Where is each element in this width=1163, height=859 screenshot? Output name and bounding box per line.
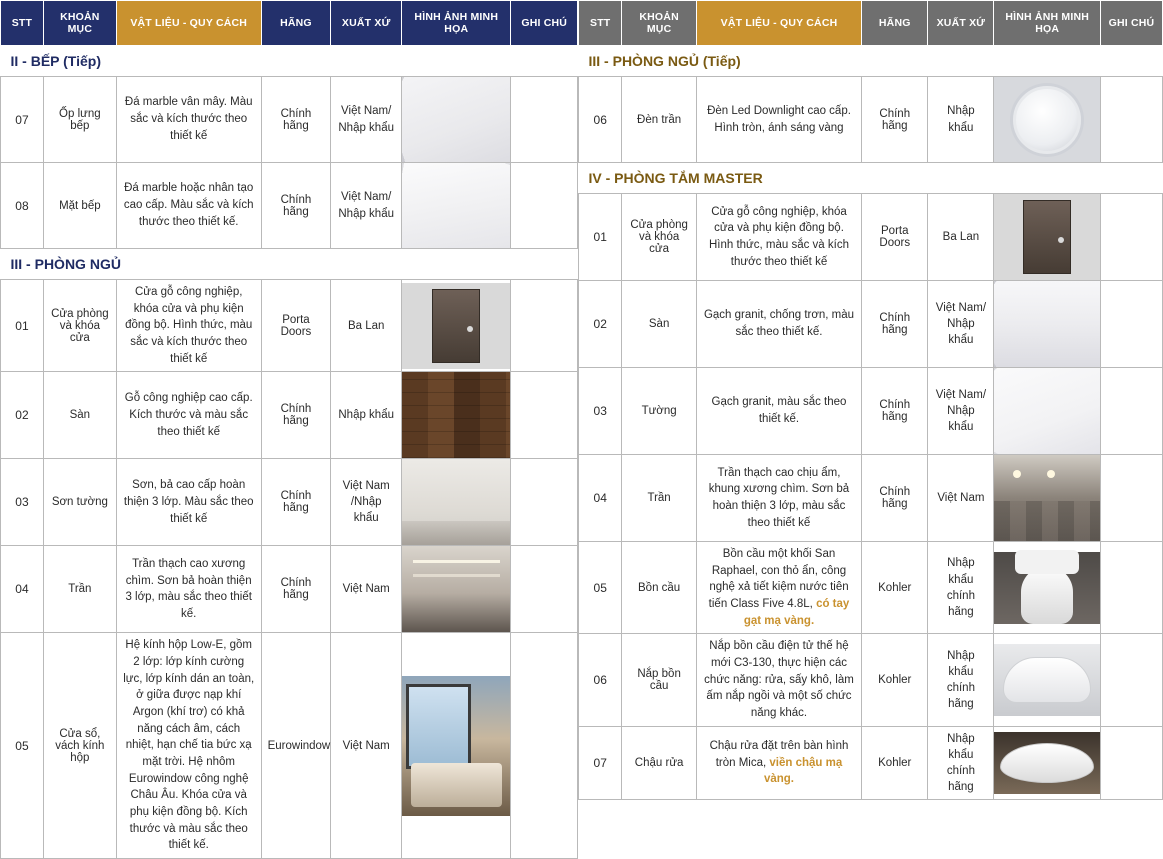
row-spec: Gạch granit, chống trơn, màu sắc theo thiết kế. [696, 281, 861, 368]
right-table-header-row [579, 1, 1163, 46]
row-stt: 01 [1, 280, 44, 372]
table-row [579, 194, 1163, 281]
row-image [402, 77, 511, 163]
row-note [1100, 281, 1162, 368]
row-item: Cửa sổ, vách kính hộp [43, 633, 116, 859]
row-brand: Eurowindow [261, 633, 331, 859]
row-item: Bồn cầu [622, 542, 696, 634]
section-title-row [1, 46, 578, 77]
table-row [579, 281, 1163, 368]
header-item: KHOẢN MỤC [622, 1, 696, 46]
row-note [511, 163, 578, 249]
header-material: VẬT LIỆU - QUY CÁCH [696, 1, 861, 46]
row-spec: Nắp bồn cầu điện tử thế hệ mới C3-130, thực hiện các chức năng: rửa, sấy khô, làm ấm nắp ngồi và một số chức năng khác. [696, 634, 861, 726]
section-title-row [579, 46, 1163, 77]
row-note [511, 372, 578, 459]
row-spec-text: Bồn cầu một khối San Raphael, con thỏ ẩn, công nghệ xả tiết kiệm nước tiên tiến Class Five 4.8L, [708, 548, 849, 611]
row-note [1100, 368, 1162, 455]
row-spec: Cửa gỗ công nghiệp, khóa cửa và phụ kiện đồng bộ. Hình thức, màu sắc và kích thước theo thiết kế [116, 280, 261, 372]
bedroom-window-image [402, 676, 510, 816]
row-note [511, 633, 578, 859]
row-note [511, 280, 578, 372]
row-note [1100, 455, 1162, 542]
granite-wall-image [994, 368, 1099, 454]
row-image [402, 280, 511, 372]
toilet-seat-image [994, 644, 1099, 716]
row-origin: Việt Nam [331, 546, 402, 633]
row-item: Cửa phòng và khóa cửa [43, 280, 116, 372]
row-origin: Việt Nam /Nhập khẩu [331, 459, 402, 546]
header-stt: STT [1, 1, 44, 46]
section-title-row [1, 249, 578, 280]
row-brand: Chính hãng [261, 163, 331, 249]
row-item: Chậu rửa [622, 726, 696, 799]
left-spec-table [0, 0, 578, 859]
row-stt: 01 [579, 194, 622, 281]
row-image [994, 726, 1100, 799]
row-origin: Việt Nam/ Nhập khẩu [331, 163, 402, 249]
header-note: GHI CHÚ [511, 1, 578, 46]
washbasin-image [994, 732, 1099, 794]
wall-paint-image [402, 459, 510, 545]
row-origin: Nhập khẩu [331, 372, 402, 459]
row-origin: Nhập khẩu chính hãng [928, 726, 994, 799]
row-image [402, 633, 511, 859]
row-note [1100, 542, 1162, 634]
row-brand: Chính hãng [261, 459, 331, 546]
row-brand: Kohler [862, 542, 928, 634]
granite-floor-image [994, 281, 1099, 367]
row-origin: Nhập khẩu [928, 77, 994, 163]
row-image [994, 368, 1100, 455]
row-item: Nắp bồn cầu [622, 634, 696, 726]
row-spec: Đá marble hoặc nhân tạo cao cấp. Màu sắc và kích thước theo thiết kế. [116, 163, 261, 249]
row-spec-highlight: viền chậu mạ vàng. [763, 756, 843, 786]
table-row [1, 372, 578, 459]
table-row [579, 634, 1163, 726]
row-spec-highlight: có tay gạt mạ vàng. [743, 598, 850, 627]
wood-door-image [402, 283, 510, 369]
right-spec-table [578, 0, 1163, 800]
row-stt: 04 [579, 455, 622, 542]
row-origin: Nhập khẩu chính hãng [928, 634, 994, 726]
section-title-bedroom: III - PHÒNG NGỦ [1, 249, 578, 280]
header-stt: STT [579, 1, 622, 46]
row-image [994, 281, 1100, 368]
header-image: HÌNH ẢNH MINH HỌA [402, 1, 511, 46]
row-spec: Trần thạch cao chịu ẩm, khung xương chìm. Sơn bả hoàn thiện 3 lớp, màu sắc theo thiết kế [696, 455, 861, 542]
row-brand: Chính hãng [862, 281, 928, 368]
row-brand: Chính hãng [261, 77, 331, 163]
row-brand: Porta Doors [862, 194, 928, 281]
table-row [1, 280, 578, 372]
row-brand: Chính hãng [862, 455, 928, 542]
row-stt: 07 [579, 726, 622, 799]
row-item: Trần [622, 455, 696, 542]
header-note: GHI CHÚ [1100, 1, 1162, 46]
row-spec [696, 542, 861, 634]
row-item: Mặt bếp [43, 163, 116, 249]
row-note [511, 77, 578, 163]
table-row [579, 455, 1163, 542]
row-brand: Chính hãng [261, 372, 331, 459]
marble-countertop-image [402, 163, 510, 248]
table-row [1, 633, 578, 859]
header-origin: XUẤT XỨ [331, 1, 402, 46]
row-item: Sơn tường [43, 459, 116, 546]
bath-ceiling-image [994, 455, 1099, 541]
row-spec: Cửa gỗ công nghiệp, khóa cửa và phụ kiện đồng bộ. Hình thức, màu sắc và kích thước theo thiết kế [696, 194, 861, 281]
table-row [579, 368, 1163, 455]
left-table-header-row [1, 1, 578, 46]
row-image [402, 546, 511, 633]
row-spec: Trần thạch cao xương chìm. Sơn bả hoàn thiện 3 lớp, màu sắc theo thiết kế. [116, 546, 261, 633]
row-image [994, 634, 1100, 726]
row-spec: Hệ kính hộp Low-E, gồm 2 lớp: lớp kính cường lực, lớp kính dán an toàn, ở giữa được nạp khí Argon (khí trơ) có khả năng cách âm, cách nhiệt, hạn chế tia bức xạ mặt trời. Hệ nhôm Eurowindow công nghệ Châu Âu. Khóa cửa và phụ kiện đồng bộ. Kích thước và màu sắc theo thiết kế. [116, 633, 261, 859]
row-note [1100, 194, 1162, 281]
right-table-column [578, 0, 1163, 793]
header-material: VẬT LIỆU - QUY CÁCH [116, 1, 261, 46]
row-spec: Đèn Led Downlight cao cấp. Hình tròn, ánh sáng vàng [696, 77, 861, 163]
wood-flooring-image [402, 372, 510, 458]
row-image [994, 77, 1100, 163]
row-stt: 04 [1, 546, 44, 633]
row-stt: 02 [1, 372, 44, 459]
row-origin: Ba Lan [928, 194, 994, 281]
row-stt: 03 [1, 459, 44, 546]
row-origin: Việt Nam/ Nhập khẩu [928, 281, 994, 368]
row-brand: Kohler [862, 634, 928, 726]
row-brand: Chính hãng [862, 368, 928, 455]
row-stt: 06 [579, 77, 622, 163]
table-row [1, 459, 578, 546]
row-stt: 05 [579, 542, 622, 634]
row-note [1100, 77, 1162, 163]
row-spec: Gỗ công nghiệp cao cấp. Kích thước và màu sắc theo thiết kế [116, 372, 261, 459]
section-title-bedroom-cont: III - PHÒNG NGỦ (Tiếp) [579, 46, 1163, 77]
table-row [579, 542, 1163, 634]
row-image [994, 194, 1100, 281]
row-item: Sàn [43, 372, 116, 459]
marble-backsplash-image [402, 77, 510, 162]
header-item: KHOẢN MỤC [43, 1, 116, 46]
row-spec [696, 726, 861, 799]
row-note [511, 459, 578, 546]
row-origin: Nhập khẩu chính hãng [928, 542, 994, 634]
row-image [402, 163, 511, 249]
bath-door-image [994, 194, 1099, 280]
row-spec: Đá marble vân mây. Màu sắc và kích thước theo thiết kế [116, 77, 261, 163]
table-row [1, 77, 578, 163]
row-origin: Việt Nam/ Nhập khẩu [928, 368, 994, 455]
row-brand: Chính hãng [261, 546, 331, 633]
table-row [579, 77, 1163, 163]
row-image [994, 455, 1100, 542]
ceiling-image [402, 546, 510, 632]
row-item: Ốp lưng bếp [43, 77, 116, 163]
header-brand: HÃNG [261, 1, 331, 46]
row-item: Cửa phòng và khóa cửa [622, 194, 696, 281]
row-stt: 02 [579, 281, 622, 368]
row-note [511, 546, 578, 633]
section-title-kitchen: II - BẾP (Tiếp) [1, 46, 578, 77]
toilet-image [994, 552, 1099, 624]
row-stt: 08 [1, 163, 44, 249]
left-table-column [0, 0, 578, 852]
section-title-row [579, 163, 1163, 194]
row-image [994, 542, 1100, 634]
row-image [402, 459, 511, 546]
row-note [1100, 634, 1162, 726]
table-row [1, 546, 578, 633]
row-brand: Porta Doors [261, 280, 331, 372]
row-item: Sàn [622, 281, 696, 368]
header-origin: XUẤT XỨ [928, 1, 994, 46]
table-row [1, 163, 578, 249]
row-origin: Việt Nam [331, 633, 402, 859]
header-image: HÌNH ẢNH MINH HỌA [994, 1, 1100, 46]
row-origin: Ba Lan [331, 280, 402, 372]
row-item: Trần [43, 546, 116, 633]
row-item: Tường [622, 368, 696, 455]
led-downlight-image [994, 77, 1099, 162]
row-stt: 03 [579, 368, 622, 455]
row-brand: Kohler [862, 726, 928, 799]
row-brand: Chính hãng [862, 77, 928, 163]
row-spec: Gạch granit, màu sắc theo thiết kế. [696, 368, 861, 455]
row-image [402, 372, 511, 459]
section-title-master-bath: IV - PHÒNG TẮM MASTER [579, 163, 1163, 194]
header-brand: HÃNG [862, 1, 928, 46]
row-item: Đèn trần [622, 77, 696, 163]
table-row [579, 726, 1163, 799]
row-stt: 07 [1, 77, 44, 163]
row-stt: 06 [579, 634, 622, 726]
row-origin: Việt Nam [928, 455, 994, 542]
row-spec: Sơn, bả cao cấp hoàn thiện 3 lớp. Màu sắc theo thiết kế [116, 459, 261, 546]
row-note [1100, 726, 1162, 799]
row-stt: 05 [1, 633, 44, 859]
row-spec-text: Chậu rửa đặt trên bàn hình tròn Mica, [709, 739, 849, 769]
row-origin: Việt Nam/ Nhập khẩu [331, 77, 402, 163]
